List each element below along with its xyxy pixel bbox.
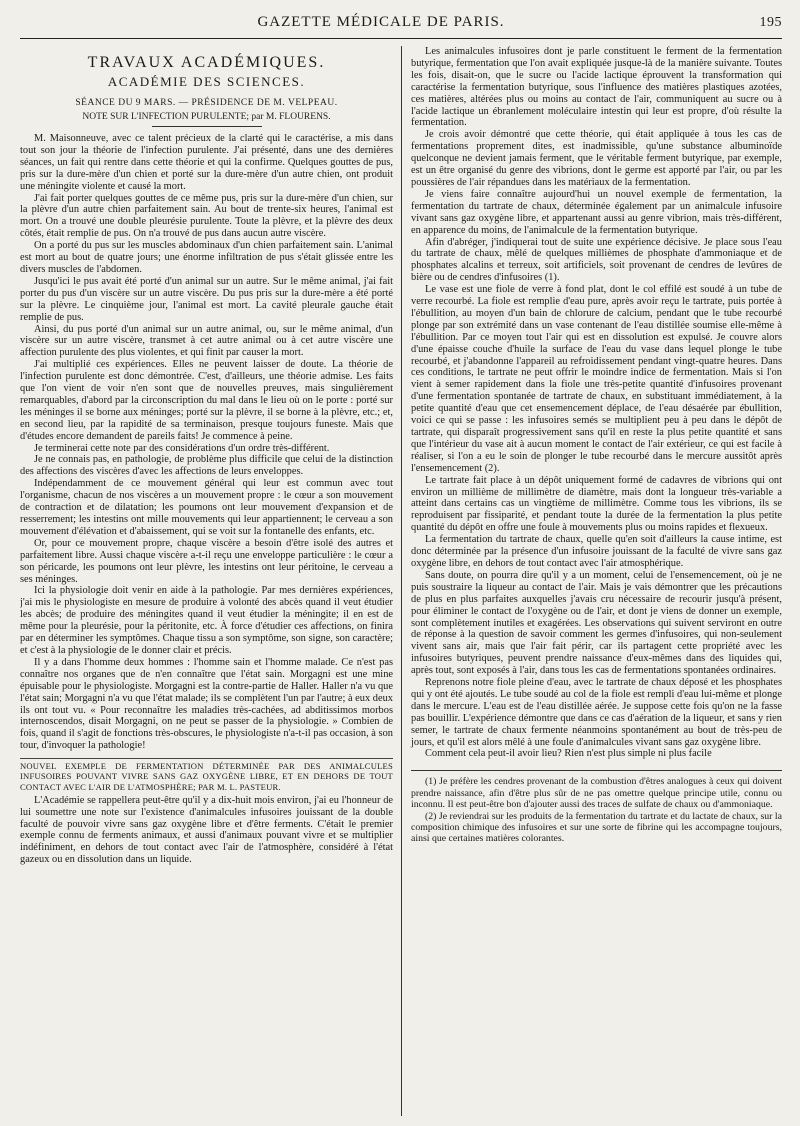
paragraph: Reprenons notre fiole pleine d'eau, avec le tartrate de chaux déposé et les phosphates qui y ont été ajoutés. Le tube soudé au col de la fiole est rempli d'eau lui-même et plonge dans le mercure. L'eau est de l'eau distillée aérée. Je suppose cette fois qu'on ne la fasse pas bouillir. L'expérience démontre que dans ce cas d'aération de la liqueur, et sans y rien semer, le tartrate de chaux fermente néanmoins spontanément au bout de très-peu de jours, et qu'il est alors mêlé à une foule d'animalcules vivant sans gaz oxygène libre. <box>411 677 782 748</box>
left-article-body <box>20 133 393 752</box>
second-note-heading: NOUVEL EXEMPLE DE FERMENTATION DÉTERMINÉE PAR DES ANIMALCULES INFUSOIRES POUVANT VIVRE SANS GAZ OXYGÈNE LIBRE, ET EN DEHORS DE TOUT CONTACT AVEC L'AIR DE L'ATMOSPHÈRE; PAR M. L. PASTEUR. <box>20 758 393 792</box>
running-header <box>20 14 782 36</box>
right-article-body <box>411 46 782 760</box>
footnote: (2) Je reviendrai sur les produits de la fermentation du tartrate et du lactate de chaux, sur la composition chimique des infusoires et sur une sorte de fibrine qui les accompagne toujours, ainsi que certaines matières colorantes. <box>411 810 782 845</box>
right-column <box>401 46 782 1116</box>
paragraph: Comment cela peut-il avoir lieu? Rien n'est plus simple ni plus facile <box>425 748 712 760</box>
left-column <box>20 46 401 1116</box>
paragraph: Sans doute, on pourra dire qu'il y a un moment, celui de l'ensemencement, où je ne puis soustraire la liqueur au contact de l'air. Mais je vais démontrer que les précautions de plus en plus parfaites auxquelles j'avais cru nécessaire de recourir jusqu'à présent, pour éliminer le contact de l'oxygène ou de l'air, et dont je viens de donner un exemple, sont complètement inutiles et exagérées. Les observations qui suivent serviront en outre de réponse à la question de savoir comment les germes d'infusoires, qui non-seulement vivent sans air, mais que l'air fait périr, car ils partagent cette propriété avec les infusoires butyriques, peuvent prendre naissance d'eux-mêmes dans des liquides qui, après tout, sont exposés à l'air, dans tous les cas de fermentations spontanées ordinaires. <box>411 569 782 677</box>
section-subtitle: ACADÉMIE DES SCIENCES. <box>107 74 306 89</box>
paragraph: Le tartrate fait place à un dépôt uniquement formé de cadavres de vibrions qui ont environ un millième de millimètre de diamètre, mais dont la longueur très-variable a atteint dans certains cas un vingtième de millimètre. Comme tous les vibrions, ils se reproduisent par fissiparité, et pendant toute la durée de la fermentation la plus petite quantité du dépôt en offre une foule à mouvements plus ou moins rapides et flexueux. <box>411 474 782 534</box>
page-number: 195 <box>759 15 782 30</box>
paragraph: Je crois avoir démontré que cette théorie, qui était appliquée à tous les cas de fermentations proprement dites, est inadmissible, qu'une substance albuminoïde quelconque ne devient jamais ferment, que le véritable ferment butyrique, par exemple, est un être organisé du genre des vibrions, dont le germe est apporté par l'air, ou par les poussières de l'air répandues dans les matériaux de la fermentation. <box>411 129 782 188</box>
note-heading: NOTE SUR L'INFECTION PURULENTE; par M. FLOURENS. <box>82 112 331 122</box>
paragraph: Je viens faire connaître aujourd'hui un nouvel exemple de fermentation, la fermentation du tartrate de chaux, déterminée également par un animalcule infusoire vivant sans gaz oxygène libre, et appartenant aussi au genre vibrion, mais très-différent, en apparence du moins, de l'animalcule de la fermentation butyrique. <box>411 188 782 236</box>
paragraph: J'ai multiplié ces expériences. Elles ne peuvent laisser de doute. La théorie de l'infection purulente est donc démontrée. C'est, d'ailleurs, une théorie admise. Les faits que l'on vient de voir n'en sont que de nouvelles preuves, mais singulièrement remarquables, d'abord par la circonscription du mal dans le lieu où on le porte : porté sur les méninges il se borne aux méninges; porté sur la plèvre, il se borne à la plèvre, etc.; et, en second lieu, par la rapidité de sa terminaison, presque toujours funeste. Mais que d'études encore demandent de pareils faits! Je commence à peine. <box>20 359 393 442</box>
footnote: (1) Je préfère les cendres provenant de la combustion d'êtres analogues à ceux qui doivent prendre naissance, afin d'être plus sûr de ne pas omettre quelque principe utile, connu ou inconnu. Il est peut-être bon d'ajouter aussi des traces de sulfate de chaux ou d'ammoniaque. <box>411 776 782 811</box>
paragraph: Or, pour ce mouvement propre, chaque viscère a besoin d'être isolé des autres et parfaitement libre. Aussi chaque viscère a-t-il reçu une enveloppe particulière : le cœur a son péricarde, les poumons ont leur plèvre, les intestins ont leur péritoine, le cerveau a ses méninges. <box>20 537 393 585</box>
paragraph: Afin d'abréger, j'indiquerai tout de suite une expérience décisive. Je place sous l'eau du tartrate de chaux, mêlé de quelques millièmes de phosphate d'ammoniaque et de phosphates alcalins et terreux, soit artificiels, soit provenant de cendres de levûres de bière ou de cendres d'infusoires (1). <box>411 236 782 284</box>
paragraph: M. Maisonneuve, avec ce talent précieux de la clarté qui le caractérise, a mis dans tout son jour la théorie de l'infection purulente. J'ai présenté, dans une des dernières séances, un fait qui rentre dans cette théorie et qui la confirme. Quelques gouttes de pus, pris sur la dure-mère d'un chien et porté sur la dure-mère d'un autre chien, ont produit une méningite violente et causé la mort. <box>20 133 393 192</box>
paragraph: Ici la physiologie doit venir en aide à la pathologie. Par mes dernières expériences, j'ai mis le physiologiste en mesure de produire à volonté des abcès quand il veut étudier les abcès; de produire des méningites quand il veut étudier la méningite; il en est de même pour la pleurésie, pour la péritonite, etc. À force d'étudier ces affections, on finira par en déterminer les symptômes. Chaque tissu a son symptôme, son signe, son caractère; et c'est à la physiologie de le donner clair et précis. <box>20 585 393 656</box>
paragraph: J'ai fait porter quelques gouttes de ce même pus, pris sur la dure-mère d'un chien, sur la plèvre d'un autre chien parfaitement sain. Au bout de trente-six heures, l'animal est mort. On a trouvé une double pleurésie purulente. Toute la plèvre, et la plèvre des deux côtés, était remplie de pus. On n'a trouvé de pus dans aucun autre viscère. <box>20 192 393 240</box>
paragraph: Il y a dans l'homme deux hommes : l'homme sain et l'homme malade. Ce n'est pas connaître nos organes que de n'en connaître que l'état sain. Morgagni est une mine épuisable pour le physiologiste. Morgagni est la contre-partie de Haller. Haller n'a vu que l'état sain; Morgagni n'a vu que l'état malade; ils se complètent l'un par l'autre; à eux deux ils ont tout vu. « Pour reconnaître les maladies très-cachées, ad abditissimos morbos internoscendos, disait Morgagni, on ne peut se passer de la physiologie. » Combien de fois, quand il s'agit de fonctions très-obscures, le physiologiste n'a-t-il pas occasion, à son tour, d'invoquer la pathologie! <box>20 656 393 752</box>
paragraph: Les animalcules infusoires dont je parle constituent le ferment de la fermentation butyrique, fermentation que l'on avait expliquée jusque-là de la manière suivante. Toutes les fois, disait-on, que le sucre ou l'acide lactique éprouvent la transformation qui caractérise la fermentation butyrique, sous l'influence des matières plastiques azotées, ces matières, altérées plus ou moins au contact de l'air, communiquent au sucre ou à l'acide lactique un ébranlement moléculaire intestin qui leur est propre, d'où résulte la fermentation. <box>411 46 782 129</box>
paragraph: Le vase est une fiole de verre à fond plat, dont le col effilé est soudé à un tube de verre recourbé. La fiole est remplie d'eau pure, après avoir reçu le tartrate, puis portée à l'ébullition, au moyen d'un bain de chlorure de calcium, pendant que le tube recourbé plonge par son extrémité dans un vase contenant de l'eau distillée soumise elle-même à l'ébullition. Par ce moyen tout l'air qui est en dissolution est expulsé. Je couvre alors d'une épaisse couche d'huile la surface de l'eau du vase dans lequel plonge le tube recourbé, et j'abandonne l'appareil au refroidissement pendant vingt-quatre heures. Dans ces conditions, le tartrate ne peut offrir le moindre indice de fermentation. Mais si l'on vient à semer rapidement dans la fiole une très-petite quantité d'infusoires provenant d'une fermentation spontanée de tartrate de chaux, en substituant immédiatement, à la petite quantité d'eau que cet ensemencement déplace, de l'eau désaérée par ébullition, voici ce qui se passe : les infusoires semés se multiplient peu à peu dans le dépôt de tartrate, qui disparaît progressivement sans qu'il en reste la plus petite quantité et sans que l'intérieur du vase ait à aucun moment le contact de l'air extérieur, ce qui est facile à réaliser, si l'on a eu le soin de plonger le tube recourbé dans le mercure aussitôt après l'ensemencement (2). <box>411 284 782 474</box>
section-title: TRAVAUX ACADÉMIQUES. <box>87 54 326 71</box>
paragraph: Ainsi, du pus porté d'un animal sur un autre animal, ou, sur le même animal, d'un viscère sur un autre viscère, transmet à cet autre animal ou à cet autre viscère une affection purulente des plus violentes, et qui finit par causer la mort. <box>20 323 393 359</box>
paragraph: Jusqu'ici le pus avait été porté d'un animal sur un autre. Sur le même animal, j'ai fait porter du pus d'un viscère sur un autre viscère. Du pus pris sur la dure-mère a été porté sur la plèvre. Le cinquième jour, l'animal est mort. La cavité pleurale gauche était remplie de pus. <box>20 275 393 323</box>
seance-line: SÉANCE DU 9 MARS. — PRÉSIDENCE DE M. VELPEAU. <box>75 98 338 108</box>
second-note-body <box>20 795 393 866</box>
paragraph: On a porté du pus sur les muscles abdominaux d'un chien parfaitement sain. L'animal est mort au bout de quatre jours; une énorme infiltration de pus s'était glissée entre les divers muscles de l'abdomen. <box>20 240 393 275</box>
heading-rule <box>152 126 262 127</box>
paragraph: Indépendamment de ce mouvement général qui leur est commun avec tout l'organisme, chacun de nos viscères a un mouvement propre : le cœur a son mouvement de contraction et de dilatation; les poumons ont leur mouvement d'expansion et de resserrement; les intestins ont mille mouvements qui leur appartiennent; le cerveau a son mouvement d'élévation et d'abaissement, qui se voit sur la fontanelle des enfants, etc. <box>20 478 393 537</box>
paragraph: Je ne connais pas, en pathologie, de problème plus difficile que celui de la distinction des affections des viscères d'avec les affections de leurs enveloppes. <box>20 454 393 478</box>
publication-title: GAZETTE MÉDICALE DE PARIS. <box>257 14 505 30</box>
header-rule <box>20 38 782 39</box>
two-column-body <box>20 46 782 1116</box>
paragraph: L'Académie se rappellera peut-être qu'il y a dix-huit mois environ, j'ai eu l'honneur de lui soumettre une note sur l'existence d'animalcules infusoires jouissant de la double faculté de pouvoir vivre sans gaz oxygène libre et d'être ferments. C'était le premier exemple connu de ferments animaux, et aussi d'animaux pouvant vivre et se multiplier indéfiniment, en dehors de tout contact avec l'air de l'atmosphère, considéré à l'état gazeux ou en dissolution dans un liquide. <box>20 794 393 866</box>
paragraph: Je terminerai cette note par des considérations d'un ordre très-différent. <box>34 442 330 454</box>
footnotes <box>411 776 782 844</box>
paragraph: La fermentation du tartrate de chaux, quelle qu'en soit d'ailleurs la cause intime, est donc déterminée par la présence d'un infusoire jouissant de la faculté de vivre sans gaz oxygène libre, en dehors de tout contact avec l'air atmosphérique. <box>411 534 782 569</box>
footnote-rule <box>411 770 782 771</box>
